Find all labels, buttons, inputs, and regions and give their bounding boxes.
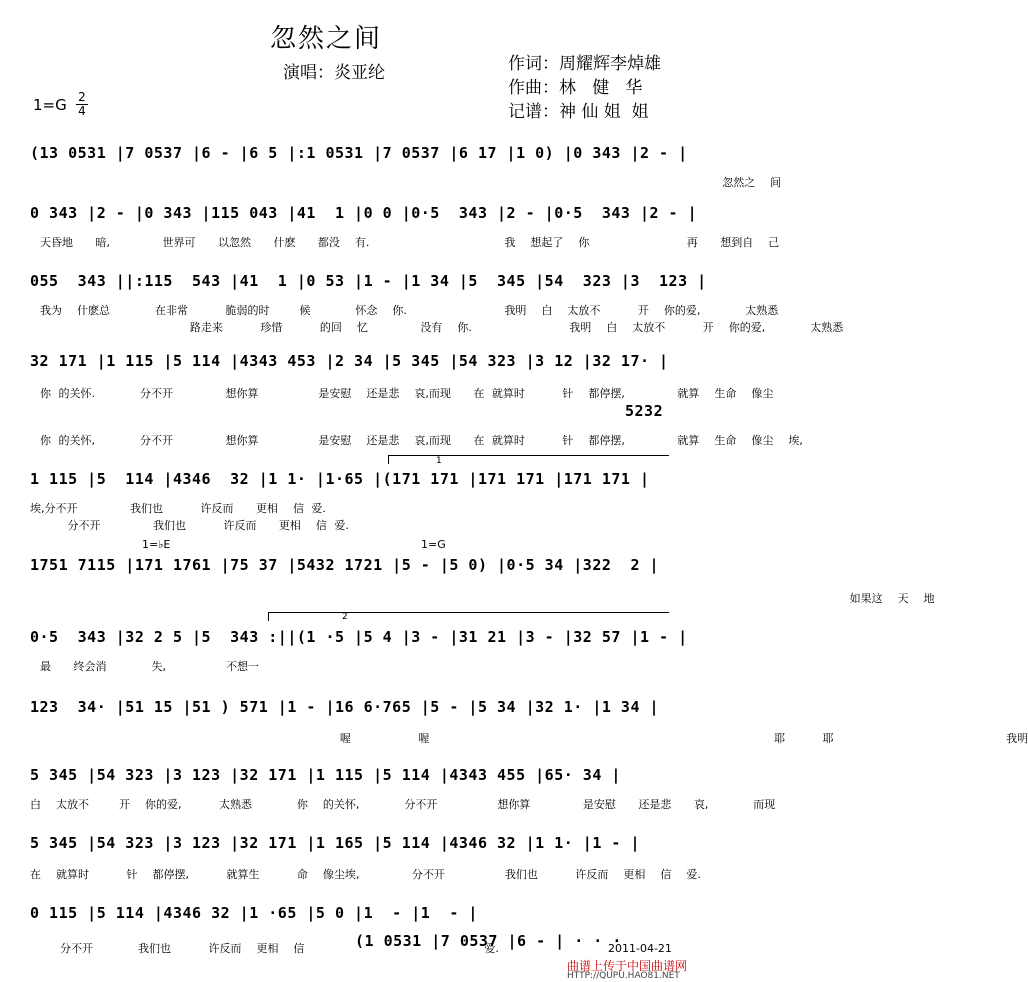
volta-number-1: 1 (436, 456, 442, 466)
modulation-g: 1=G (421, 538, 446, 551)
lyric-line-8: 喔 喔 耶 耶 我明 (40, 732, 1028, 745)
lyric-line-3b: 路走来 珍惜 的回 忆 没有 你. 我明 白 太放不 开 你的爱, 太熟悉 (40, 321, 844, 334)
extra-notes: 5232 (625, 402, 664, 420)
volta-number-2: 2 (342, 612, 348, 622)
volta-bracket-2 (268, 612, 669, 621)
score-line-4: 32 171 |1 115 |5 114 |4343 453 |2 34 |5 345 |54 323 |3 12 |32 17· | (30, 352, 669, 370)
site-name: 曲谱上传于中国曲谱网 (567, 959, 688, 973)
score-line-5: 1 115 |5 114 |4346 32 |1 1· |1·65 |(171 171 |171 171 |171 171 | (30, 470, 650, 488)
score-line-1: (13 0531 |7 0537 |6 - |6 5 |:1 0531 |7 0537 |6 17 |1 0) |0 343 |2 - | (30, 144, 688, 162)
transcriber-credit: 记谱：神 仙 姐 姐 (508, 102, 649, 122)
site-url: HTTP://QUPU.HAO81.NET (567, 971, 680, 981)
volta-bracket-1 (388, 455, 669, 464)
score-line-9: 5 345 |54 323 |3 123 |32 171 |1 115 |5 114 |4343 455 |65· 34 | (30, 766, 621, 784)
lyric-line-3a: 我为 什麽总 在非常 脆弱的时 候 怀念 你. 我明 白 太放不 开 你的爱, 太熟悉 (40, 304, 779, 317)
time-signature-bottom: 4 (76, 104, 88, 118)
composer-credit: 作曲：林 健 华 (508, 78, 643, 98)
score-line-6: 1751 7115 |171 1761 |75 37 |5432 1721 |5 - |5 0) |0·5 34 |322 2 | (30, 556, 660, 574)
score-line-8: 123 34· |51 15 |51 ) 571 |1 - |16 6·765 |5 - |5 34 |32 1· |1 34 | (30, 698, 660, 716)
lyric-line-2: 天昏地 暗, 世界可 以忽然 什麽 都没 有. 我 想起了 你 再 想到自 己 (40, 236, 780, 249)
modulation-e-flat: 1=♭E (142, 538, 171, 551)
score-line-12: (1 0531 |7 0537 |6 - | · · · (355, 932, 622, 950)
lyric-line-11: 分不开 我们也 许反而 更相 信 爱. (30, 942, 499, 955)
lyric-line-7: 最 终会消 失, 不想一 (40, 660, 259, 673)
lyric-line-5b: 分不开 我们也 许反而 更相 信 爱. (30, 519, 349, 532)
lyric-line-4a: 你 的关怀. 分不开 想你算 是安慰 还是悲 哀,而现 在 就算时 针 都停摆, 就算 生命 像尘 (40, 387, 774, 400)
lyric-line-1: 忽然之 间 (40, 176, 782, 189)
lyric-line-9: 白 太放不 开 你的爱, 太熟悉 你 的关怀, 分不开 想你算 是安慰 还是悲 哀, 而现 (30, 798, 776, 811)
date-stamp: 2011-04-21 (608, 942, 672, 955)
credits-block (508, 52, 661, 124)
singer-credit: 演唱：炎亚纶 (283, 63, 385, 83)
score-line-2: 0 343 |2 - |0 343 |115 043 |41 1 |0 0 |0·5 343 |2 - |0·5 343 |2 - | (30, 204, 698, 222)
time-signature-top: 2 (78, 90, 86, 104)
lyric-line-6: 如果这 天 地 (40, 592, 935, 605)
lyric-line-5a: 埃,分不开 我们也 许反而 更相 信 爱. (30, 502, 326, 515)
lyric-line-10: 在 就算时 针 都停摆, 就算生 命 像尘埃, 分不开 我们也 许反而 更相 信 爱. (30, 868, 701, 881)
song-title: 忽然之间 (270, 24, 383, 54)
time-signature (76, 91, 88, 118)
score-line-3: 055 343 ||:115 543 |41 1 |0 53 |1 - |1 34 |5 345 |54 323 |3 123 | (30, 272, 707, 290)
lyricist-credit: 作词：周耀辉李焯雄 (508, 54, 661, 74)
score-line-7: 0·5 343 |32 2 5 |5 343 :||(1 ·5 |5 4 |3 - |31 21 |3 - |32 57 |1 - | (30, 628, 688, 646)
score-line-11: 0 115 |5 114 |4346 32 |1 ·65 |5 0 |1 - |1 - | (30, 904, 478, 922)
key-signature: 1=G (33, 96, 67, 114)
lyric-line-4b: 你 的关怀, 分不开 想你算 是安慰 还是悲 哀,而现 在 就算时 针 都停摆, 就算 生命 像尘 埃, (40, 434, 803, 447)
score-line-10: 5 345 |54 323 |3 123 |32 171 |1 165 |5 114 |4346 32 |1 1· |1 - | (30, 834, 640, 852)
